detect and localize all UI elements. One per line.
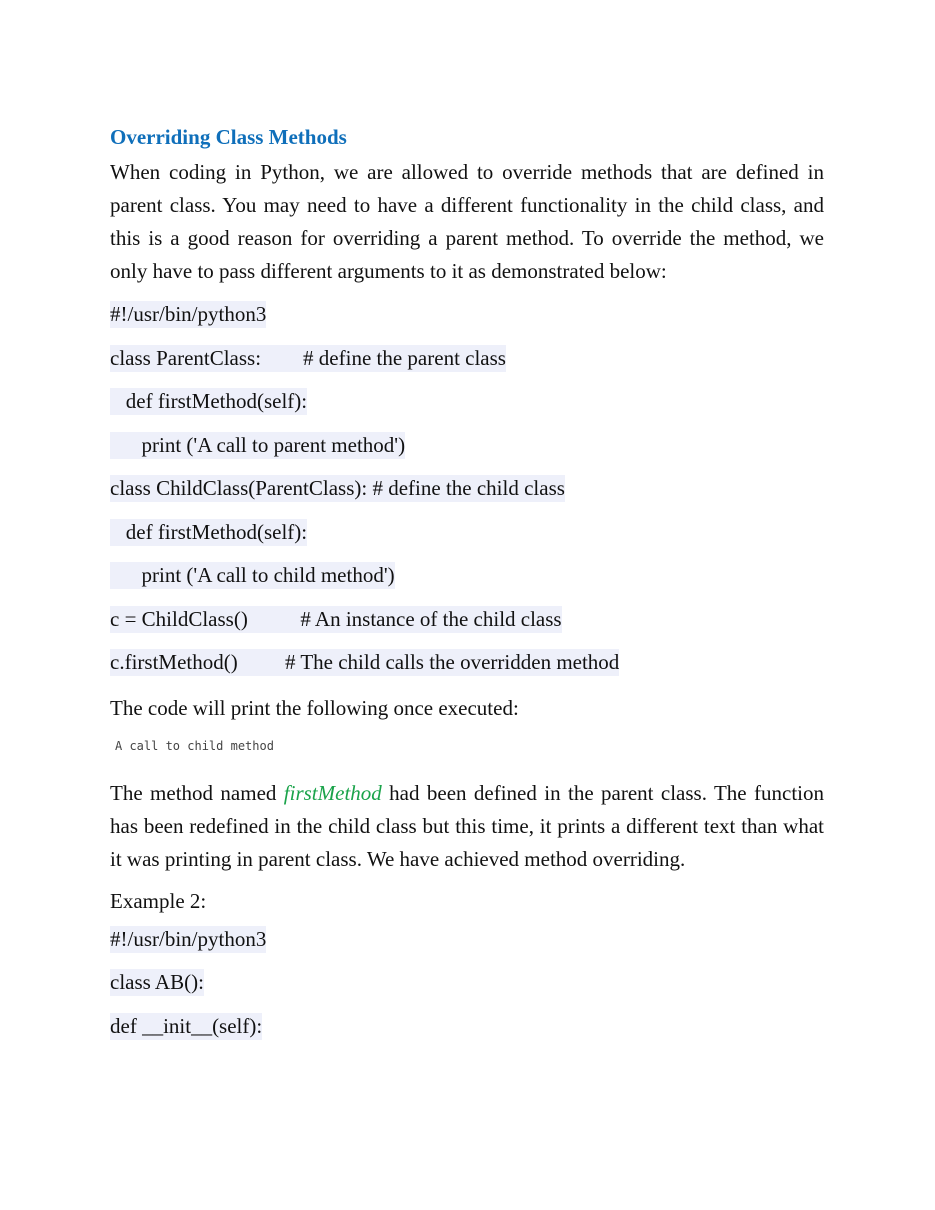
code-text: #!/usr/bin/python3 — [110, 302, 267, 327]
code-text: c.firstMethod() # The child calls the overridden method — [110, 650, 620, 675]
code-text: c = ChildClass() # An instance of the child class — [110, 606, 562, 631]
code-line — [110, 467, 824, 511]
code-line — [110, 598, 824, 642]
code-line — [110, 424, 824, 468]
code-text: print ('A call to parent method') — [110, 432, 406, 457]
explain-paragraph — [110, 777, 824, 876]
code-text: #!/usr/bin/python3 — [110, 926, 267, 951]
code-line — [110, 554, 824, 598]
code-line — [110, 961, 824, 1005]
print-note: The code will print the following once executed: — [110, 695, 519, 720]
section-heading: Overriding Class Methods — [110, 125, 347, 149]
document-page — [110, 122, 824, 1048]
code-text: def __init__(self): — [110, 1013, 263, 1038]
output-screenshot: A call to child method — [115, 738, 274, 753]
code-block-1 — [110, 293, 824, 685]
code-text: print ('A call to child method') — [110, 563, 395, 588]
code-line — [110, 337, 824, 381]
code-line — [110, 511, 824, 555]
intro-paragraph: When coding in Python, we are allowed to override methods that are defined in parent class. You may need to have a different functionality in the child class, and this is a good reason for overriding a parent method. To override the method, we only have to pass different arguments to it as demonstrated below: — [110, 160, 824, 283]
example-2-label: Example 2: — [110, 888, 207, 913]
method-name-highlight: firstMethod — [283, 780, 382, 805]
code-text: class AB(): — [110, 970, 204, 995]
code-line — [110, 918, 824, 962]
code-line — [110, 293, 824, 337]
code-text: class ParentClass: # define the parent class — [110, 345, 506, 370]
code-line — [110, 1005, 824, 1049]
code-text: class ChildClass(ParentClass): # define the child class — [110, 476, 565, 501]
code-line — [110, 380, 824, 424]
code-line — [110, 641, 824, 685]
explain-before: The method named — [110, 780, 284, 805]
explain-after: had been defined in the parent class. The function has been redefined in the child class but this time, it prints a different text than what it was printing in parent class. We have achieved method overriding. — [110, 780, 824, 871]
code-text: def firstMethod(self): — [110, 389, 308, 414]
code-block-2 — [110, 918, 824, 1049]
code-text: def firstMethod(self): — [110, 519, 308, 544]
